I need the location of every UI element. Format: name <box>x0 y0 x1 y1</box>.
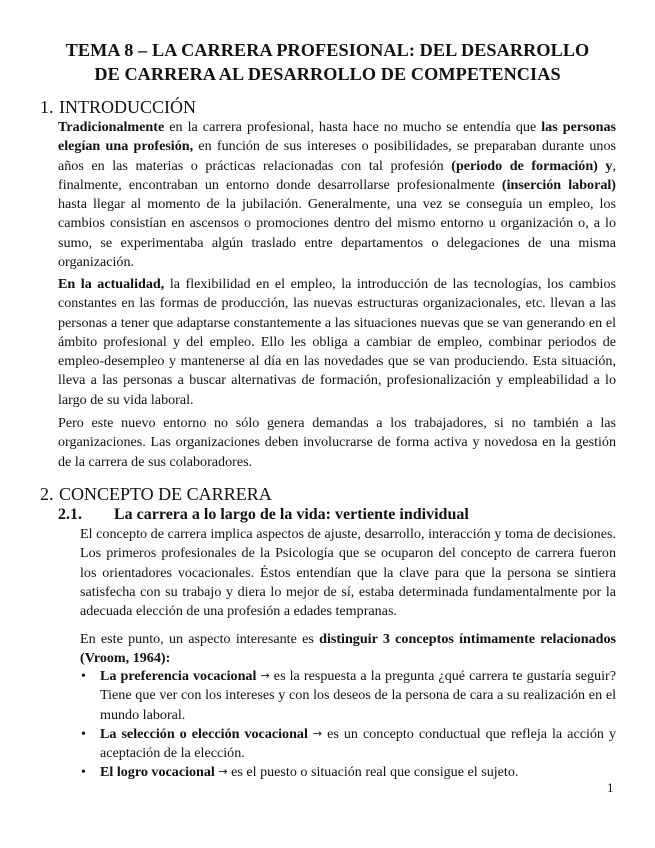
bold-text: (inserción laboral) <box>501 176 616 193</box>
concept-term: El logro vocacional <box>100 764 215 781</box>
title-line-2: DE CARRERA AL DESARROLLO DE COMPETENCIAS <box>94 64 561 84</box>
page-number: 1 <box>607 780 614 795</box>
arrow-right-icon: → <box>218 765 228 779</box>
bold-text: (periodo de formación) y <box>451 157 613 174</box>
subsection-2-1-heading <box>58 505 469 525</box>
list-item <box>80 763 616 782</box>
title-line-1: TEMA 8 – LA CARRERA PROFESIONAL: DEL DESARROLLO <box>65 40 590 60</box>
bullet-icon: • <box>81 726 86 742</box>
list-item <box>80 667 616 725</box>
subsection-title: La carrera a lo largo de la vida: vertiente individual <box>114 506 469 523</box>
intro-paragraph-2 <box>58 275 616 410</box>
concept-definition: es el puesto o situación real que consigue el sujeto. <box>227 764 519 781</box>
list-item <box>80 725 616 764</box>
concept-term: La preferencia vocacional <box>100 668 257 684</box>
concept-definition: es la respuesta a la pregunta ¿qué carrera te gustaría seguir? Tiene que ver con los intereses y con los deseos de la persona de cara a su realización en el mundo laboral. <box>100 668 616 723</box>
career-paragraph-1: El concepto de carrera implica aspectos de ajuste, desarrollo, interacción y toma de decisiones. Los primeros profesionales de la Psicología que se ocuparon del concepto de carrera fueron los orientadores vocacionales. Éstos entendían que la clave para que la persona se sintiera satisfecha con su trabajo y diera lo mejor de sí, estaba determinada fundamentalmente por la adecuada elección de una profesión a edades tempranas. <box>80 526 616 620</box>
career-paragraph-2 <box>80 630 616 669</box>
body-text: en la carrera profesional, hasta hace no mucho se entendía que <box>164 119 542 135</box>
section-2-title: CONCEPTO DE CARRERA <box>59 484 272 504</box>
bold-text: las personas elegían una profesión, <box>58 119 616 155</box>
intro-paragraph-3: Pero este nuevo entorno no sólo genera demandas a los trabajadores, si no también a las organizaciones. Las organizaciones deben involucrarse de forma activa y novedosa en la gestión de la carrera de sus colaboradores. <box>58 415 616 470</box>
arrow-right-icon: → <box>312 726 323 740</box>
section-1-heading <box>40 96 196 118</box>
bold-text: En la actualidad, <box>58 276 165 292</box>
subsection-number: 2.1. <box>58 506 82 523</box>
body-text: hasta llegar al momento de la jubilación. Generalmente, una vez se conseguía un empleo, los cambios consistían en ascensos o promociones dentro del mismo entorno u organización o, a lo sumo, se experimentaba algún traslado entre departamentos o delegaciones de una misma organización. <box>58 196 616 271</box>
body-text: , finalmente, encontraban un entorno donde desarrollarse profesionalmente <box>58 157 616 193</box>
bullet-icon: • <box>81 669 86 684</box>
body-text: la flexibilidad en el empleo, la introducción de las tecnologías, los cambios constantes en las formas de producción, las nuevas estructuras organizacionales, etc. llevan a las personas a tener que adaptarse constantemente a las situaciones nuevas que se van generando en el ámbito profesional y del empleo. Ello les obliga a cambiar de empleo, combinar periodos de empleo-desempleo y mantenerse al día en las novedades que se van produciendo. Esta situación, lleva a las personas a buscar alternativas de formación, profesionalización y empleabilidad a lo largo de su vida laboral. <box>58 276 616 408</box>
bold-text: distinguir 3 conceptos íntimamente relacionados (Vroom, 1964): <box>80 631 616 667</box>
concept-term: La selección o elección vocacional <box>100 725 308 742</box>
section-2-number: 2. <box>40 484 54 504</box>
concept-definition: es un concepto conductual que refleja la acción y aceptación de la elección. <box>100 725 617 762</box>
concepts-list <box>80 667 616 783</box>
document-title <box>40 38 615 86</box>
bullet-icon: • <box>81 765 86 781</box>
body-text: en función de sus intereses o posibilidades, se preparaban durante unos años en las materias o prácticas relacionadas con tal profesión <box>58 138 616 174</box>
arrow-right-icon: → <box>260 669 270 682</box>
body-text: En este punto, un aspecto interesante es <box>80 631 320 647</box>
intro-paragraph-1 <box>58 118 616 272</box>
section-1-number: 1. <box>40 97 54 117</box>
bold-text: Tradicionalmente <box>58 119 165 135</box>
section-1-title: INTRODUCCIÓN <box>59 97 196 117</box>
section-2-heading <box>40 483 272 505</box>
